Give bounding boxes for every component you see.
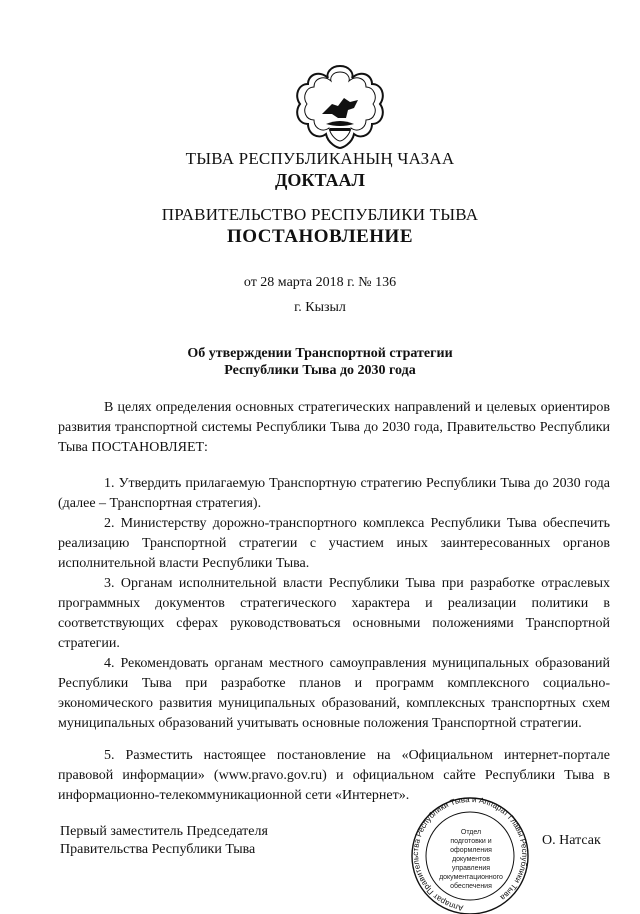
stamp-line: управления [451, 865, 491, 872]
signatory-name: О. Натсак [542, 833, 601, 848]
item-3: 3. Органам исполнительной власти Республики Тыва при разработке отраслевых программных документов стратегического характера и реализации политики в соответствующих сферах руководствоваться основными положениями Транспортной стратегии. [58, 576, 610, 651]
stamp-line: Отдел [460, 829, 482, 836]
tuva-emblem-icon [292, 62, 388, 152]
stamp-line: документационного [439, 874, 503, 881]
date-number: от 28 марта 2018 г. № 136 [243, 275, 397, 290]
government-heading: ПРАВИТЕЛЬСТВО РЕСПУБЛИКИ ТЫВА [161, 205, 479, 224]
signatory-position [60, 823, 268, 859]
item-4: 4. Рекомендовать органам местного самоуправления муниципальных образований Республики Тыва при разработке планов и программ комплексного социально-экономического развития муниципальных образований, комплексных транспортных схем муниципальных образований учитывать основные положения Транспортной стратегии. [58, 656, 610, 731]
signatory-position-line-1: Первый заместитель Председателя [60, 824, 268, 839]
city: г. Кызыл [294, 300, 346, 315]
document-title [0, 345, 640, 379]
item-1: 1. Утвердить прилагаемую Транспортную стратегию Республики Тыва до 2030 года (далее – Транспортная стратегия). [58, 476, 610, 511]
title-line-2: Республики Тыва до 2030 года [224, 363, 416, 378]
tyva-government-heading: ТЫВА РЕСПУБЛИКАНЫҢ ЧАЗАА [185, 149, 455, 168]
stamp-ring-text: Аппарат Правительства Республики Тыва и Аппарат Главы Республики Тыва [411, 796, 530, 913]
stamp-line: подготовки и [450, 838, 492, 845]
stamp-line: обеспечения [450, 883, 492, 890]
item-2: 2. Министерству дорожно-транспортного комплекса Республики Тыва обеспечить реализацию Транспортной стратегии с участием иных заинтересованных органов исполнительной власти Республики Тыва. [58, 516, 610, 571]
intro-paragraph: В целях определения основных стратегических направлений и целевых ориентиров развития транспортной системы Республики Тыва до 2030 года, Правительство Республики Тыва ПОСТАНОВЛЯЕТ: [58, 400, 610, 455]
signatory-position-line-2: Правительства Республики Тыва [60, 842, 256, 857]
item-5: 5. Разместить настоящее постановление на «Официальном интернет-портале правовой информации» (www.pravo.gov.ru) и официальном сайте Республики Тыва в информационно-телекоммуникационной сети «Интернет». [58, 748, 610, 803]
stamp-line: оформления документов [450, 847, 492, 863]
title-line-1: Об утверждении Транспортной стратегии [187, 346, 453, 361]
tyva-document-type: ДОКТААЛ [275, 170, 365, 190]
document-type: ПОСТАНОВЛЕНИЕ [226, 226, 414, 247]
stamp-inner-text [436, 828, 506, 891]
